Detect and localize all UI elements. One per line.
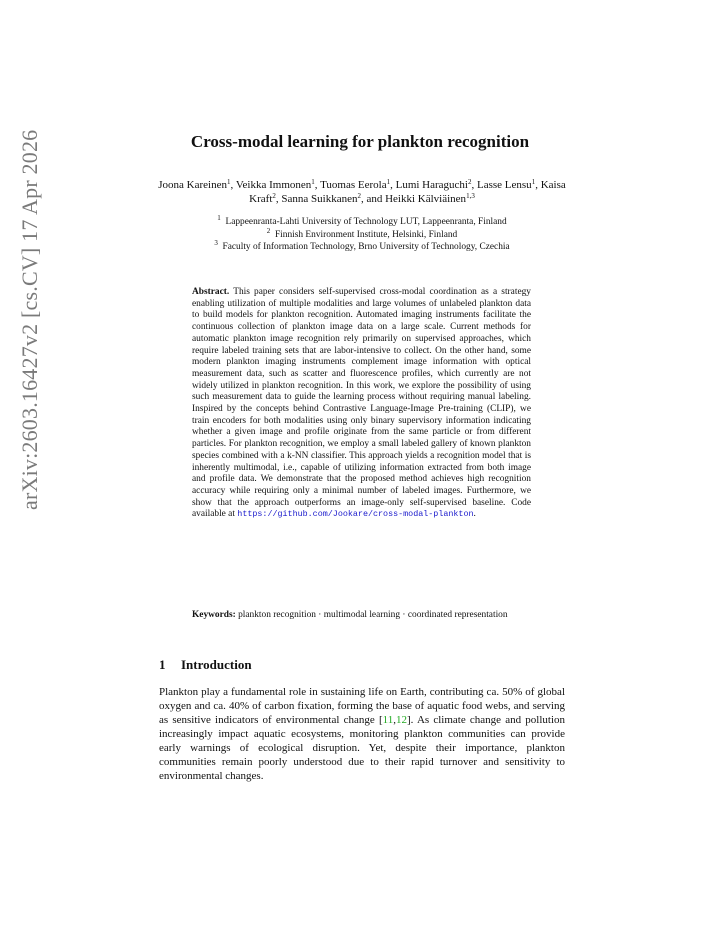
arxiv-identifier: arXiv:2603.16427v2 [cs.CV] 17 Apr 2026 — [17, 129, 42, 510]
author-name: Lasse Lensu — [477, 179, 532, 191]
citation-link[interactable]: 12 — [395, 714, 407, 726]
section-title: Introduction — [181, 657, 252, 672]
author-name: Kaisa Kraft — [249, 179, 566, 205]
author-name: Lumi Haraguchi — [395, 179, 468, 191]
abstract-label: Abstract. — [192, 287, 230, 297]
affiliation: $^3$ Faculty of Information Technology, Brno University of Technology, Czechia — [214, 239, 510, 252]
author-affiliation-mark: 1 — [227, 178, 231, 186]
abstract: Abstract. This paper considers self-supervised cross-modal coordination as a strategy enabling utilization of multiple modalities and large volumes of unlabeled plankton data to build models for plankton recognition. Automated imaging instruments facilitate the continuous collection of plankton image data on a large scale. Current methods for automatic plankton image recognition rely primarily on supervised approaches, which require labeled training sets that are labor-intensive to collect. On the other hand, some modern plankton imaging instruments complement image information with optical measurement data, such as scatter and fluorescence profiles, which currently are not widely utilized in plankton recognition. In this work, we explore the possibility of using such measurement data to guide the learning process without requiring manual labeling. Inspired by the concepts behind Contrastive Language-Image Pre-training (CLIP), we train encoders for both modalities using only binary supervisory information indicating whether a given image and profile originate from the same particle or from different particles. For plankton recognition, we employ a small labeled gallery of known plankton species combined with a k-NN classifier. This approach yields a recognition model that is inherently multimodal, i.e., capable of utilizing information extracted from both image and profile data. We demonstrate that the proposed method achieves high recognition accuracy while requiring only a minimal number of labeled images. Furthermore, we show that the approach outperforms an image-only self-supervised baseline. Code available at https://github.com/Jookare/cross-modal-plankton. — [192, 287, 531, 520]
author-affiliation-mark: 1 — [311, 178, 315, 186]
author-name: Heikki Kälviäinen — [385, 193, 467, 205]
author-name: Tuomas Eerola — [320, 179, 387, 191]
author-affiliation-mark: 1,3 — [466, 192, 475, 200]
affiliation-list — [140, 216, 584, 254]
author-affiliation-mark: 2 — [272, 192, 276, 200]
keywords-label: Keywords: — [192, 610, 236, 620]
affiliation: $^2$ Finnish Environment Institute, Helsinki, Finland — [266, 226, 458, 240]
keywords-text: plankton recognition · multimodal learning · coordinated representation — [238, 610, 508, 620]
code-link[interactable]: https://github.com/Jookare/cross-modal-plankton — [237, 509, 474, 520]
affiliation: $^1$ Lappeenranta-Lahti University of Technology LUT, Lappeenranta, Finland — [217, 214, 507, 227]
citation-link[interactable]: 11 — [382, 714, 394, 726]
author-name: Veikka Immonen — [235, 179, 312, 191]
intro-paragraph: Plankton play a fundamental role in sustaining life on Earth, contributing ca. 50% of global oxygen and ca. 40% of carbon fixation, forming the base of aquatic food webs, and serving as sensitive indicators of environmental change [11,12]. As climate change and pollution increasingly impact aquatic ecosystems, monitoring plankton communities can provide early warnings of ecological disruption. Yet, despite their importance, plankton communities remain poorly understood due to their rapid turnover and sensitivity to environmental changes. — [159, 686, 566, 782]
author-name: Sanna Suikkanen — [281, 193, 358, 205]
author-name: Joona Kareinen — [158, 179, 227, 191]
author-affiliation-mark: 1 — [531, 178, 536, 186]
section-number: 1 — [159, 657, 166, 672]
abstract-text: This paper considers self-supervised cross-modal coordination as a strategy enabling utilization of multiple modalities and large volumes of unlabeled plankton data to build models for plankton recognition. Automated imaging instruments facilitate the continuous collection of plankton image data on a large scale. Current methods for automatic plankton image recognition rely primarily on supervised approaches, which require labeled training sets that are labor-intensive to collect. On the other hand, some modern plankton imaging instruments complement image information with optical measurement data, such as scatter and fluorescence profiles, which currently are not widely utilized in plankton recognition. In this work, we explore the possibility of using such measurement data to guide the learning process without requiring manual labeling. Inspired by the concepts behind Contrastive Language-Image Pre-training (CLIP), we train encoders for both modalities using only binary supervisory information indicating whether a given image and profile originate from the same particle or from different particles. For plankton recognition, we employ a small labeled gallery of known plankton species combined with a k-NN classifier. This approach yields a recognition model that is inherently multimodal, i.e., capable of utilizing information extracted from both image and profile data. We demonstrate that the proposed method achieves high recognition accuracy while requiring only a minimal number of labeled images. Furthermore, we show that the approach outperforms an image-only self-supervised baseline. Code available at — [192, 287, 531, 520]
keywords — [192, 610, 531, 622]
section-heading — [159, 657, 252, 673]
author-affiliation-mark: 2 — [468, 178, 472, 186]
author-affiliation-mark: 2 — [357, 192, 361, 200]
paper-title: Cross-modal learning for plankton recognition — [190, 132, 530, 151]
author-list: Joona Kareinen$^1$, Veikka Immonen$^1$, Tuomas Eerola$^1$, Lumi Haraguchi$^2$, Lasse Lensu$^1$, Kaisa Kraft$^2$, Sanna Suikkanen$^2$, and Heikki Kälviäinen$^{1,3}$ — [158, 178, 566, 205]
author-affiliation-mark: 1 — [386, 178, 391, 186]
